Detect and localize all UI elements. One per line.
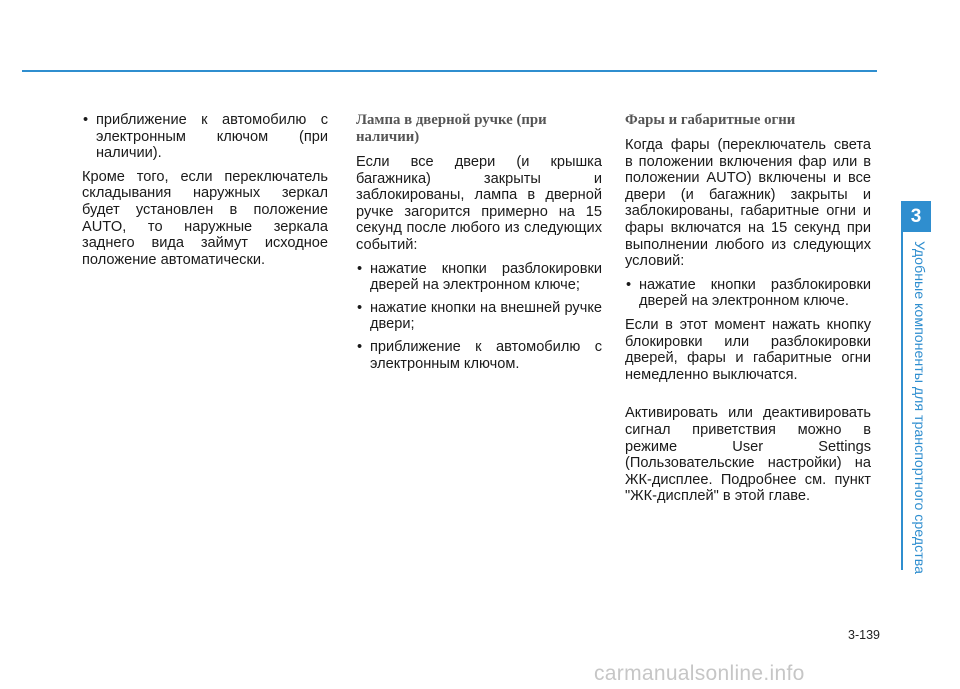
column-right [625,112,871,512]
top-rule [22,70,877,72]
chapter-title: Удобные компоненты для транспортного средства [911,241,927,575]
chapter-tab: 3 [901,201,931,232]
sidebar-rule [901,232,903,570]
list-item: • нажатие кнопки на внешней ручке двери; [356,300,602,333]
paragraph: Когда фары (переключатель света в положении включения фар или в положении AUTO) включены и все двери (и багажник) закрыты и заблокированы, габаритные огни и фары включатся на 15 секунд при выполнении любого из следующих условий: [625,137,871,270]
list-item: • приближение к автомобилю с электронным ключом (при наличии). [82,112,328,162]
paragraph: Если в этот момент нажать кнопку блокировки или разблокировки дверей, фары и габаритные огни немедленно выключатся. [625,316,871,383]
list-item: • приближение к автомобилю с электронным ключом. [356,339,602,372]
bullet-list [82,112,328,162]
column-left [82,112,328,275]
list-item: • нажатие кнопки разблокировки дверей на электронном ключе. [625,277,871,310]
section-heading: Лампа в дверной ручке (при наличии) [356,112,547,145]
list-item: • нажатие кнопки разблокировки дверей на электронном ключе; [356,261,602,294]
section-heading: Фары и габаритные огни [625,112,796,128]
bullet-list [356,261,602,373]
bullet-list [625,277,871,310]
column-middle [356,112,602,379]
paragraph: Если все двери (и крышка багажника) закрыты и заблокированы, лампа в дверной ручке загорится примерно на 15 секунд после любого из следующих событий: [356,154,602,253]
paragraph: Кроме того, если переключатель складывания наружных зеркал будет установлен в положение AUTO, то наружные зеркала заднего вида займут исходное положение автоматически. [82,168,328,268]
paragraph: Активировать или деактивировать сигнал приветствия можно в режиме User Settings (Пользовательские настройки) на ЖК-дисплее. Подробнее см. пункт "ЖК-дисплей" в этой главе. [625,405,871,505]
page-number: 3-139 [848,628,880,642]
watermark: carmanualsonline.info [594,662,805,685]
